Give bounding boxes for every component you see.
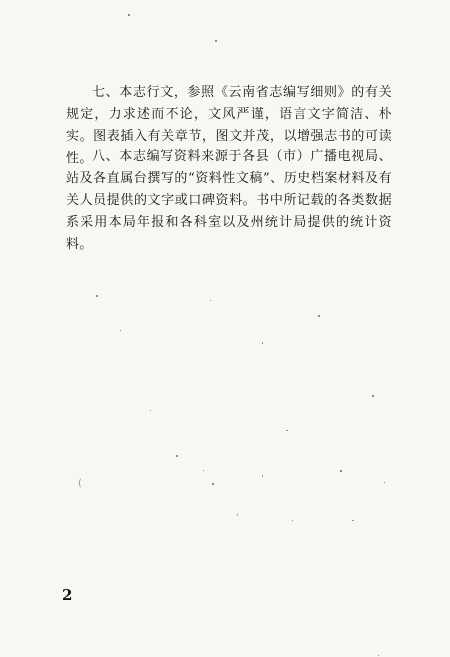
document-page: 七、本志行文，参照《云南省志编写细则》的有关规定，力求述而不论，文风严谨，语言文字简洁、朴实。图表插入有关章节，图文并茂，以增强志书的可读性。 八、本志编写资料来源于各县（市）广播电视局、站及各直属台撰写的“资料性文稿”、历史档案材料及有关人员提供的文字或口碑资料。书中所记载的各类数据系采用本局年报和各科室以及州统计局提供的统计资料。 2 ( , bbox=[0, 0, 450, 657]
paragraph-item-7: 七、本志行文，参照《云南省志编写细则》的有关规定，力求述而不论，文风严谨，语言文字简洁、朴实。图表插入有关章节，图文并茂，以增强志书的可读性。 bbox=[66, 85, 392, 166]
paragraph-item-8: 八、本志编写资料来源于各县（市）广播电视局、站及各直属台撰写的“资料性文稿”、历史档案材料及有关人员提供的文字或口碑资料。书中所记载的各类数据系采用本局年报和各科室以及州统计局提供的统计资料。 bbox=[66, 149, 392, 252]
page-number: 2 bbox=[62, 586, 73, 604]
